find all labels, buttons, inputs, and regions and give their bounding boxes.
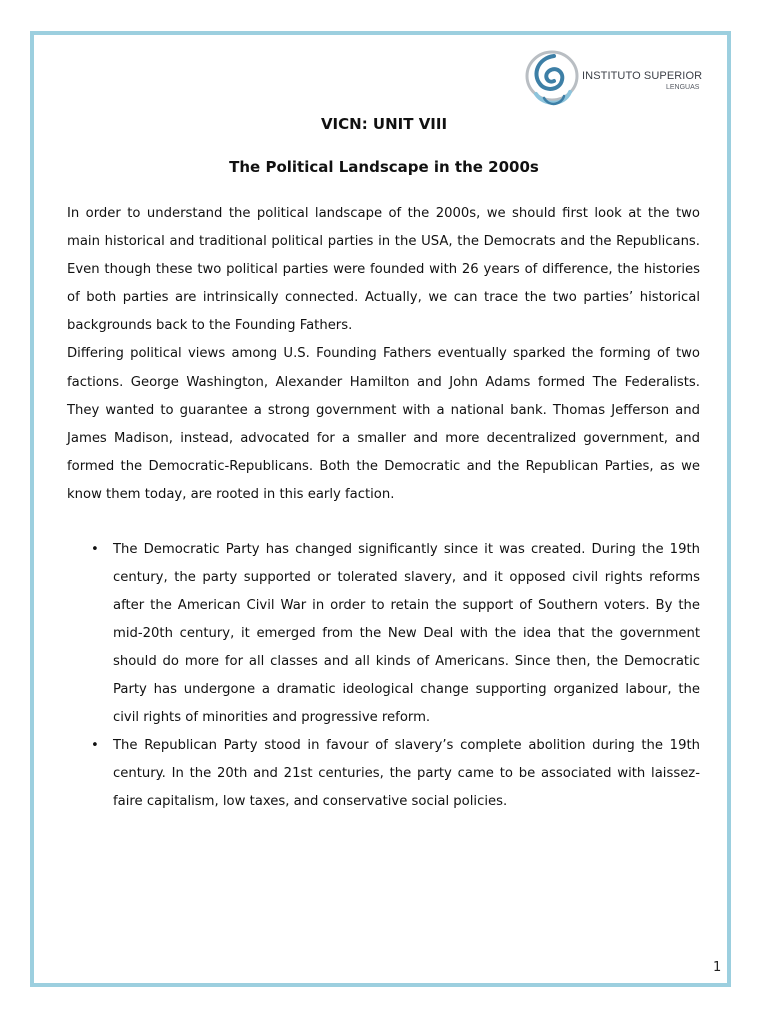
logo-name: INSTITUTO SUPERIOR [582, 70, 703, 82]
paragraph: Differing political views among U.S. Founding Fathers eventually sparked the forming of two factions. George Washington, Alexander Hamilton and John Adams formed The Federalists. They wanted to guarantee a strong government with a national bank. Thomas Jefferson and James Madison, instead, advocated for a smaller and more decentralized government, and formed the Democratic-Republicans. Both the Democratic and the Republican Parties, as we know them today, are rooted in this early faction. [67, 346, 700, 502]
swirl-logo-icon [524, 50, 580, 112]
list-item: • The Democratic Party has changed significantly since it was created. During the 19th century, the party supported or tolerated slavery, and it opposed civil rights reforms after the American Civil War in order to retain the support of Southern voters. By the mid-20th century, it emerged from the New Deal with the idea that the government should do more for all classes and all kinds of Americans. Since then, the Democratic Party has undergone a dramatic ideological change supporting organized labour, the civil rights of minorities and progressive reform. [113, 536, 700, 732]
logo-subtitle: LENGUAS [666, 84, 700, 91]
page-title: The Political Landscape in the 2000s [229, 158, 539, 176]
body-text [67, 200, 700, 509]
institute-logo [524, 50, 724, 114]
bullet-list [113, 536, 700, 816]
page-number: 1 [713, 960, 722, 975]
list-item: • The Republican Party stood in favour of slavery’s complete abolition during the 19th century. In the 20th and 21st centuries, the party came to be associated with laissez-faire capitalism, low taxes, and conservative social policies. [113, 732, 700, 816]
unit-heading: VICN: UNIT VIII [320, 115, 448, 133]
paragraph: In order to understand the political landscape of the 2000s, we should first look at the two main historical and traditional political parties in the USA, the Democrats and the Republicans. Even though these two political parties were founded with 26 years of difference, the histories of both parties are intrinsically connected. Actually, we can trace the two parties’ historical backgrounds back to the Founding Fathers. [67, 206, 700, 334]
